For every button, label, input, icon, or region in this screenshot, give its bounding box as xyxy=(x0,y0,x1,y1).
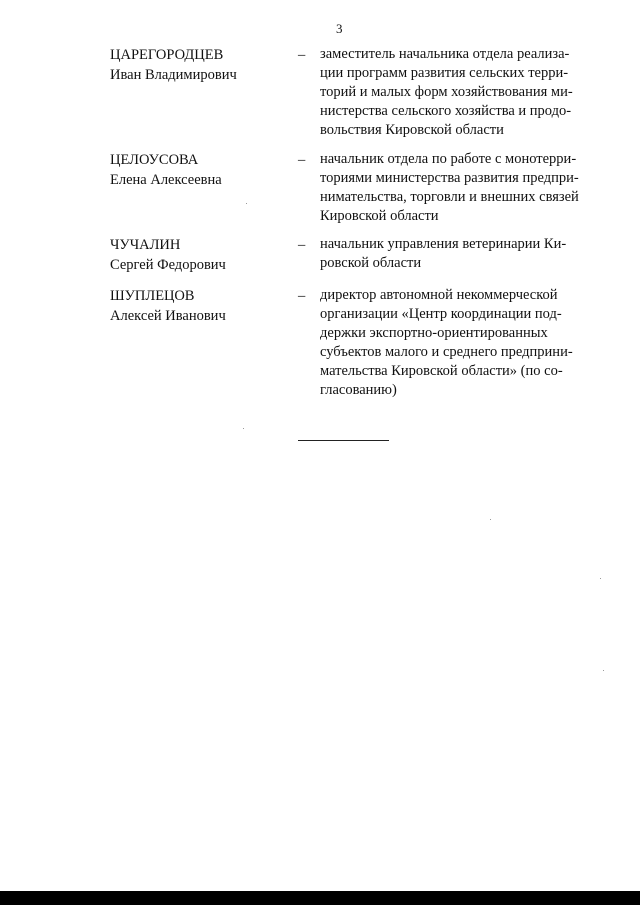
member-dash: – xyxy=(298,152,306,168)
member-dash: – xyxy=(298,47,306,63)
member-position xyxy=(320,150,592,226)
page-number: 3 xyxy=(336,21,343,36)
member-given-names: Елена Алексеевна xyxy=(110,172,222,188)
scan-speck xyxy=(603,670,604,671)
position-line: гласованию) xyxy=(320,382,397,398)
position-line: держки экспортно-ориентированных xyxy=(320,325,548,341)
member-position xyxy=(320,235,592,273)
position-line: заместитель начальника отдела реализа- xyxy=(320,46,570,62)
member-dash: – xyxy=(298,288,306,304)
member-surname: ШУПЛЕЦОВ xyxy=(110,288,195,304)
member-surname: ЦЕЛОУСОВА xyxy=(110,152,199,168)
member-name xyxy=(110,45,285,85)
member-dash: – xyxy=(298,237,306,253)
position-line: субъектов малого и среднего предприни- xyxy=(320,344,573,360)
position-line: начальник отдела по работе с монотерри- xyxy=(320,151,577,167)
position-line: организации «Центр координации под- xyxy=(320,306,562,322)
scan-speck xyxy=(243,428,244,429)
member-name xyxy=(110,150,285,190)
position-line: нистерства сельского хозяйства и продо- xyxy=(320,103,572,119)
scan-speck xyxy=(490,519,491,520)
position-line: начальник управления ветеринарии Ки- xyxy=(320,236,567,252)
member-name xyxy=(110,286,285,326)
closing-divider xyxy=(298,440,389,441)
position-line: директор автономной некоммерческой xyxy=(320,287,558,303)
position-line: ториями министерства развития предпри- xyxy=(320,170,579,186)
position-line: Кировской области xyxy=(320,208,439,224)
position-line: вольствия Кировской области xyxy=(320,122,504,138)
member-position xyxy=(320,45,592,140)
member-surname: ЦАРЕГОРОДЦЕВ xyxy=(110,47,224,63)
position-line: нимательства, торговли и внешних связей xyxy=(320,189,579,205)
position-line: мательства Кировской области» (по со- xyxy=(320,363,563,379)
scan-bottom-edge xyxy=(0,891,640,905)
member-given-names: Алексей Иванович xyxy=(110,308,226,324)
member-name xyxy=(110,235,285,275)
position-line: ции программ развития сельских терри- xyxy=(320,65,569,81)
scan-speck xyxy=(246,203,247,204)
member-position xyxy=(320,286,592,400)
member-given-names: Иван Владимирович xyxy=(110,67,237,83)
member-given-names: Сергей Федорович xyxy=(110,257,226,273)
position-line: торий и малых форм хозяйствования ми- xyxy=(320,84,573,100)
scan-speck xyxy=(600,578,601,579)
position-line: ровской области xyxy=(320,255,422,271)
member-surname: ЧУЧАЛИН xyxy=(110,237,181,253)
